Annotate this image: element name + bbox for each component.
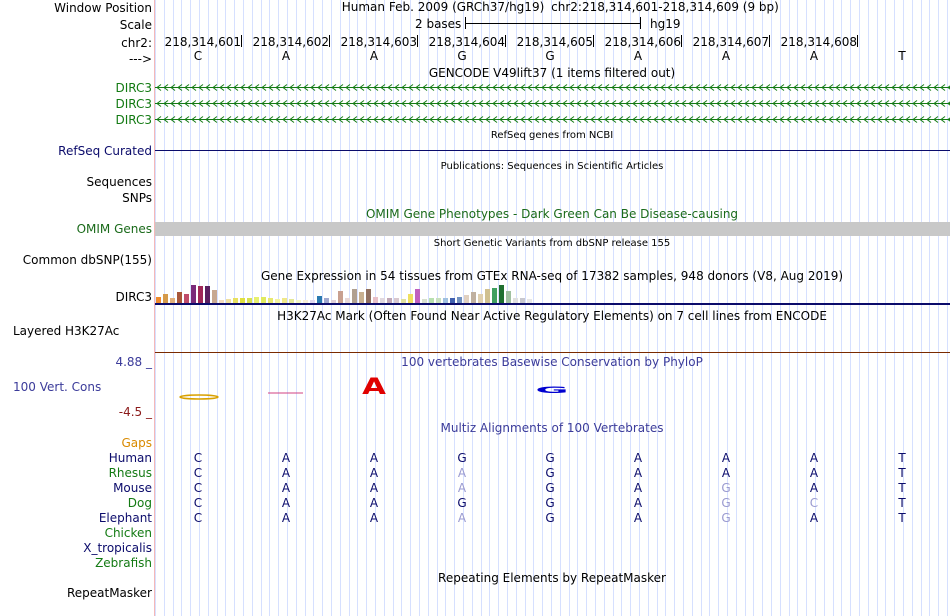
ruler-position: 218,314,601 [164,35,241,49]
grid-line [357,0,358,616]
grid-line [577,0,578,616]
grid-line [181,0,182,616]
gtex-tissue-bar[interactable] [163,294,168,303]
grid-line [938,0,939,616]
alignment-base: T [898,481,906,495]
reference-base: G [457,49,467,63]
strand-label: ---> [128,52,152,66]
ruler-position: 218,314,606 [604,35,681,49]
grid-line [164,0,165,616]
grid-line [208,0,209,616]
alignment-base: A [809,466,819,480]
alignment-base: A [633,466,643,480]
species-label[interactable]: Rhesus [108,466,152,480]
gtex-tissue-bar[interactable] [492,288,497,303]
grid-line [833,0,834,616]
grid-line [428,0,429,616]
grid-line [525,0,526,616]
reference-base: A [809,49,819,63]
reference-base: C [193,49,203,63]
reference-base: A [369,49,379,63]
grid-line [674,0,675,616]
scale-bar-right-tick [640,17,641,29]
alignment-base: T [898,496,906,510]
grid-line [850,0,851,616]
grid-line [657,0,658,616]
gtex-tissue-bar[interactable] [352,289,357,303]
grid-line [894,0,895,616]
repeatmasker-label[interactable]: RepeatMasker [66,586,152,600]
gtex-tissue-bar[interactable] [359,292,364,303]
grid-line [586,0,587,616]
ruler-tick [857,35,858,47]
grid-line [313,0,314,616]
grid-line [454,0,455,616]
alignment-base: A [281,481,291,495]
grid-line [305,0,306,616]
ruler-tick [241,35,242,47]
grid-line [437,0,438,616]
grid-line [929,0,930,616]
alignment-base: C [193,511,203,525]
grid-line [401,0,402,616]
grid-line [190,0,191,616]
alignment-base: C [193,451,203,465]
grid-line [797,0,798,616]
grid-line [217,0,218,616]
snps-label[interactable]: SNPs [122,191,152,205]
grid-line [296,0,297,616]
alignment-base: A [457,511,467,525]
grid-line [533,0,534,616]
alignment-base: C [193,466,203,480]
grid-line [252,0,253,616]
cons-min-label: -4.5 _ [118,405,152,419]
alignment-base: G [545,511,555,525]
omim-phenotype-bar[interactable] [155,222,950,236]
scale-bar-left-tick [465,17,466,29]
grid-line [472,0,473,616]
gencode-gene-label-2[interactable]: DIRC3 [115,97,152,111]
species-label[interactable]: Chicken [104,526,152,540]
reference-base: G [545,49,555,63]
gtex-tissue-bar[interactable] [478,294,483,303]
gtex-tissue-bar[interactable] [205,286,210,303]
grid-line [481,0,482,616]
grid-line [868,0,869,616]
species-label[interactable]: Zebrafish [95,556,152,570]
alignment-base: G [721,481,731,495]
ruler-tick [769,35,770,47]
alignment-base: A [633,451,643,465]
grid-line [665,0,666,616]
alignment-base: A [281,466,291,480]
repeatmasker-track-title[interactable]: Repeating Elements by RepeatMasker [438,571,666,585]
gencode-transcript-line[interactable] [155,99,950,108]
chr-label: chr2: [121,36,152,50]
alignment-base: A [369,451,379,465]
gtex-tissue-bar[interactable] [212,290,217,303]
gencode-transcript-line[interactable] [155,115,950,124]
alignment-base: C [193,481,203,495]
multiz-track-title[interactable]: Multiz Alignments of 100 Vertebrates [440,421,664,435]
grid-line [859,0,860,616]
alignment-base: G [545,466,555,480]
grid-line [648,0,649,616]
alignment-base: G [721,511,731,525]
gtex-gene-line[interactable] [155,303,950,305]
grid-line [507,0,508,616]
h3k27ac-signal-line[interactable] [155,352,950,353]
alignment-base: G [457,496,467,510]
grid-line [234,0,235,616]
conservation-letter-a: A [362,374,386,400]
omim-track-title[interactable]: OMIM Gene Phenotypes - Dark Green Can Be Disease-causing [365,207,739,221]
gtex-tissue-bar[interactable] [471,292,476,303]
grid-line [877,0,878,616]
conservation-track-title[interactable]: 100 vertebrates Basewise Conservation by PhyloP [401,355,703,369]
species-label[interactable]: Elephant [98,511,152,525]
grid-line [340,0,341,616]
grid-line [701,0,702,616]
ruler-tick [417,35,418,47]
gtex-tissue-bar[interactable] [191,285,196,303]
assembly-title: Human Feb. 2009 (GRCh37/hg19) [341,0,545,14]
grid-line [806,0,807,616]
grid-line [630,0,631,616]
grid-line [155,0,156,616]
grid-line [516,0,517,616]
gtex-tissue-bar[interactable] [485,289,490,303]
ruler-tick [505,35,506,47]
species-label[interactable]: X_tropicalis [83,541,152,555]
gtex-tissue-bar[interactable] [464,295,469,303]
alignment-base: T [898,466,906,480]
gtex-tissue-bar[interactable] [415,289,420,303]
h3k27ac-track-title[interactable]: H3K27Ac Mark (Often Found Near Active Regulatory Elements) on 7 cell lines from ENCODE [277,309,827,323]
gtex-tissue-bar[interactable] [177,292,182,303]
alignment-base: A [369,466,379,480]
gtex-tissue-bar[interactable] [198,286,203,303]
alignment-base: G [545,496,555,510]
gencode-gene-label-3[interactable]: DIRC3 [115,113,152,127]
ruler-position: 218,314,603 [340,35,417,49]
grid-line [542,0,543,616]
gtex-tissue-bar[interactable] [408,294,413,303]
gtex-expression-bars[interactable] [155,284,555,303]
publications-track-title[interactable]: Publications: Sequences in Scientific Articles [440,161,664,172]
grid-line [445,0,446,616]
cons-max-label: 4.88 _ [115,355,152,369]
alignment-base: A [457,481,467,495]
grid-line [621,0,622,616]
grid-line [947,0,948,616]
grid-line [692,0,693,616]
alignment-base: T [898,451,906,465]
refseq-curated-label[interactable]: RefSeq Curated [58,144,152,158]
grid-line [762,0,763,616]
grid-line [789,0,790,616]
grid-line [349,0,350,616]
reference-base: A [721,49,731,63]
alignment-base: A [633,496,643,510]
alignment-base: A [369,481,379,495]
scale-bar [465,23,640,24]
grid-line [613,0,614,616]
grid-line [780,0,781,616]
scale-label: Scale [119,18,152,32]
grid-line [419,0,420,616]
grid-line [261,0,262,616]
common-dbsnp-label[interactable]: Common dbSNP(155) [22,253,152,267]
alignment-base: A [809,451,819,465]
ruler-position: 218,314,605 [516,35,593,49]
alignment-base: A [281,496,291,510]
reference-base: A [633,49,643,63]
ruler-tick [329,35,330,47]
grid-line [331,0,332,616]
alignment-base: A [809,481,819,495]
sequences-label[interactable]: Sequences [86,175,152,189]
gtex-tissue-bar[interactable] [366,289,371,303]
alignment-base: A [809,511,819,525]
gencode-transcript-line[interactable] [155,83,950,92]
grid-line [912,0,913,616]
alignment-base: A [281,511,291,525]
alignment-base: A [721,451,731,465]
dbsnp-track-title[interactable]: Short Genetic Variants from dbSNP release 155 [433,238,671,249]
scale-text: 2 bases [415,17,462,31]
conservation-logo[interactable] [155,370,950,410]
grid-line [771,0,772,616]
gtex-tissue-bar[interactable] [184,294,189,303]
grid-line [736,0,737,616]
species-label[interactable]: Human [108,451,152,465]
grid-line [498,0,499,616]
grid-line [322,0,323,616]
conservation-mark-c [180,395,218,399]
ruler-tick [593,35,594,47]
gencode-gene-label-1[interactable]: DIRC3 [115,81,152,95]
grid-line [718,0,719,616]
ruler-tick [681,35,682,47]
alignment-base: T [898,511,906,525]
alignment-base: A [721,466,731,480]
gtex-track-title[interactable]: Gene Expression in 54 tissues from GTEx RNA-seq of 17382 samples, 948 donors (V8, Aug 2019) [260,269,844,283]
gtex-tissue-bar[interactable] [317,296,322,303]
grid-line [824,0,825,616]
grid-line [841,0,842,616]
grid-line [269,0,270,616]
grid-line [569,0,570,616]
alignment-base: A [369,496,379,510]
window-position: chr2:218,314,601-218,314,609 (9 bp) [551,0,779,14]
grid-line [885,0,886,616]
omim-genes-label[interactable]: OMIM Genes [76,222,152,236]
track-image[interactable] [155,0,950,616]
ruler-position: 218,314,604 [428,35,505,49]
alignment-base: A [457,466,467,480]
species-label[interactable]: Dog [127,496,152,510]
alignment-base: G [721,496,731,510]
grid-line [709,0,710,616]
reference-base: T [898,49,906,63]
alignment-base: G [457,451,467,465]
alignment-base: G [545,451,555,465]
reference-base: A [281,49,291,63]
gencode-track-title[interactable]: GENCODE V49lift37 (1 items filtered out) [428,66,676,80]
grid-line [393,0,394,616]
alignment-base: G [545,481,555,495]
conservation-letter-g: G [535,384,569,396]
grid-line [366,0,367,616]
alignment-base: A [369,511,379,525]
alignment-base: A [633,511,643,525]
alignment-base: C [193,496,203,510]
grid-line [243,0,244,616]
alignment-base: C [809,496,819,510]
grid-line [683,0,684,616]
vert-cons-label[interactable]: 100 Vert. Cons [13,380,102,394]
grid-line [489,0,490,616]
ruler-position: 218,314,607 [692,35,769,49]
refseq-track-title[interactable]: RefSeq genes from NCBI [490,130,614,141]
grid-line [384,0,385,616]
grid-line [278,0,279,616]
gtex-tissue-bar[interactable] [506,291,511,303]
species-label[interactable]: Mouse [113,481,152,495]
gtex-tissue-bar[interactable] [338,291,343,303]
grid-line [560,0,561,616]
grid-line [173,0,174,616]
grid-line [410,0,411,616]
grid-line [921,0,922,616]
window-position-label: Window Position [54,1,152,15]
ruler-position: 218,314,602 [252,35,329,49]
grid-line [225,0,226,616]
gtex-tissue-bar[interactable] [499,285,504,303]
grid-line [595,0,596,616]
gtex-gene-label[interactable]: DIRC3 [115,290,152,304]
ruler-position: 218,314,608 [780,35,857,49]
scale-db: hg19 [650,17,681,31]
refseq-gene-line[interactable] [155,150,950,151]
alignment-base: A [633,481,643,495]
gaps-label[interactable]: Gaps [121,436,152,450]
alignment-base: A [281,451,291,465]
grid-line [753,0,754,616]
grid-line [745,0,746,616]
layered-h3k27ac-label[interactable]: Layered H3K27Ac [13,324,120,338]
grid-line [604,0,605,616]
